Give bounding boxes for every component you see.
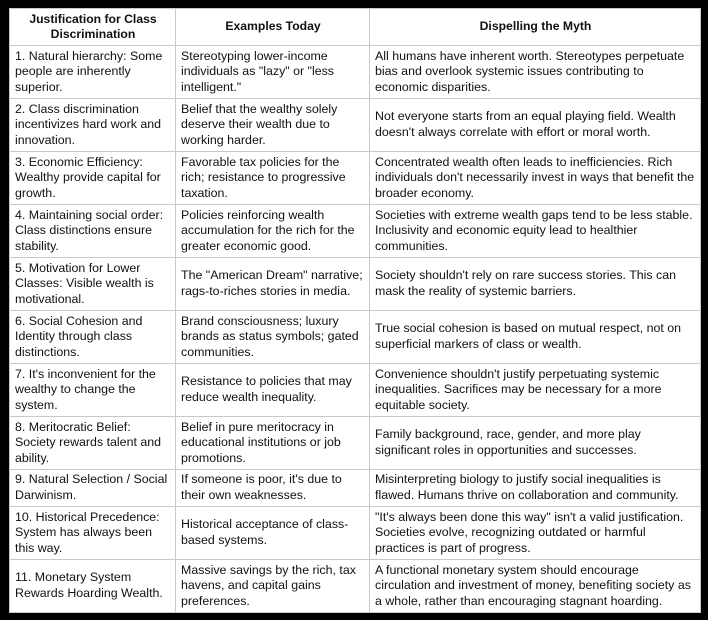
example-cell: Favorable tax policies for the rich; resistance to progressive taxation.: [176, 152, 370, 205]
table-row: [10, 152, 701, 205]
table-row: [10, 205, 701, 258]
table-row: [10, 46, 701, 99]
header-dispelling-the-myth: Dispelling the Myth: [370, 9, 701, 46]
myth-cell: Concentrated wealth often leads to inefficiencies. Rich individuals don't necessarily invest in ways that benefit the broader economy.: [370, 152, 701, 205]
table-row: [10, 311, 701, 364]
justification-cell: 10. Historical Precedence: System has always been this way.: [10, 507, 176, 560]
header-justification: Justification for Class Discrimination: [10, 9, 176, 46]
myth-cell: True social cohesion is based on mutual respect, not on superficial markers of class or wealth.: [370, 311, 701, 364]
myth-cell: Convenience shouldn't justify perpetuating systemic inequalities. Sacrifices may be necessary for a more equitable society.: [370, 364, 701, 417]
myth-cell: "It's always been done this way" isn't a valid justification. Societies evolve, recognizing outdated or harmful practices is part of progress.: [370, 507, 701, 560]
example-cell: Brand consciousness; luxury brands as status symbols; gated communities.: [176, 311, 370, 364]
myth-cell: Misinterpreting biology to justify social inequalities is flawed. Humans thrive on collaboration and community.: [370, 470, 701, 507]
myth-cell: A functional monetary system should encourage circulation and investment of money, benefiting society as a whole, rather than encouraging stagnant hoarding.: [370, 560, 701, 613]
example-cell: Belief in pure meritocracy in educational institutions or job promotions.: [176, 417, 370, 470]
justification-cell: 4. Maintaining social order: Class distinctions ensure stability.: [10, 205, 176, 258]
example-cell: If someone is poor, it's due to their own weaknesses.: [176, 470, 370, 507]
example-cell: Belief that the wealthy solely deserve their wealth due to working harder.: [176, 99, 370, 152]
justification-cell: 5. Motivation for Lower Classes: Visible wealth is motivational.: [10, 258, 176, 311]
table-row: [10, 470, 701, 507]
justification-cell: 3. Economic Efficiency: Wealthy provide capital for growth.: [10, 152, 176, 205]
example-cell: Stereotyping lower-income individuals as "lazy" or "less intelligent.": [176, 46, 370, 99]
table-row: [10, 364, 701, 417]
example-cell: Policies reinforcing wealth accumulation for the rich for the greater economic good.: [176, 205, 370, 258]
myth-cell: Societies with extreme wealth gaps tend to be less stable. Inclusivity and economic equity lead to healthier communities.: [370, 205, 701, 258]
justification-cell: 2. Class discrimination incentivizes hard work and innovation.: [10, 99, 176, 152]
header-examples-today: Examples Today: [176, 9, 370, 46]
example-cell: The "American Dream" narrative; rags-to-riches stories in media.: [176, 258, 370, 311]
table-row: [10, 417, 701, 470]
justification-cell: 11. Monetary System Rewards Hoarding Wealth.: [10, 560, 176, 613]
table-row: [10, 507, 701, 560]
justification-table: [9, 8, 701, 613]
myth-cell: All humans have inherent worth. Stereotypes perpetuate bias and overlook systemic issues contributing to economic disparities.: [370, 46, 701, 99]
table-frame: [9, 8, 700, 612]
myth-cell: Not everyone starts from an equal playing field. Wealth doesn't always correlate with effort or moral worth.: [370, 99, 701, 152]
myth-cell: Family background, race, gender, and more play significant roles in opportunities and successes.: [370, 417, 701, 470]
example-cell: Historical acceptance of class-based systems.: [176, 507, 370, 560]
example-cell: Massive savings by the rich, tax havens, and capital gains preferences.: [176, 560, 370, 613]
table-row: [10, 258, 701, 311]
table-header-row: [10, 9, 701, 46]
justification-cell: 8. Meritocratic Belief: Society rewards talent and ability.: [10, 417, 176, 470]
justification-cell: 7. It's inconvenient for the wealthy to change the system.: [10, 364, 176, 417]
table-row: [10, 560, 701, 613]
justification-cell: 9. Natural Selection / Social Darwinism.: [10, 470, 176, 507]
myth-cell: Society shouldn't rely on rare success stories. This can mask the reality of systemic barriers.: [370, 258, 701, 311]
justification-cell: 1. Natural hierarchy: Some people are inherently superior.: [10, 46, 176, 99]
example-cell: Resistance to policies that may reduce wealth inequality.: [176, 364, 370, 417]
table-row: [10, 99, 701, 152]
justification-cell: 6. Social Cohesion and Identity through class distinctions.: [10, 311, 176, 364]
